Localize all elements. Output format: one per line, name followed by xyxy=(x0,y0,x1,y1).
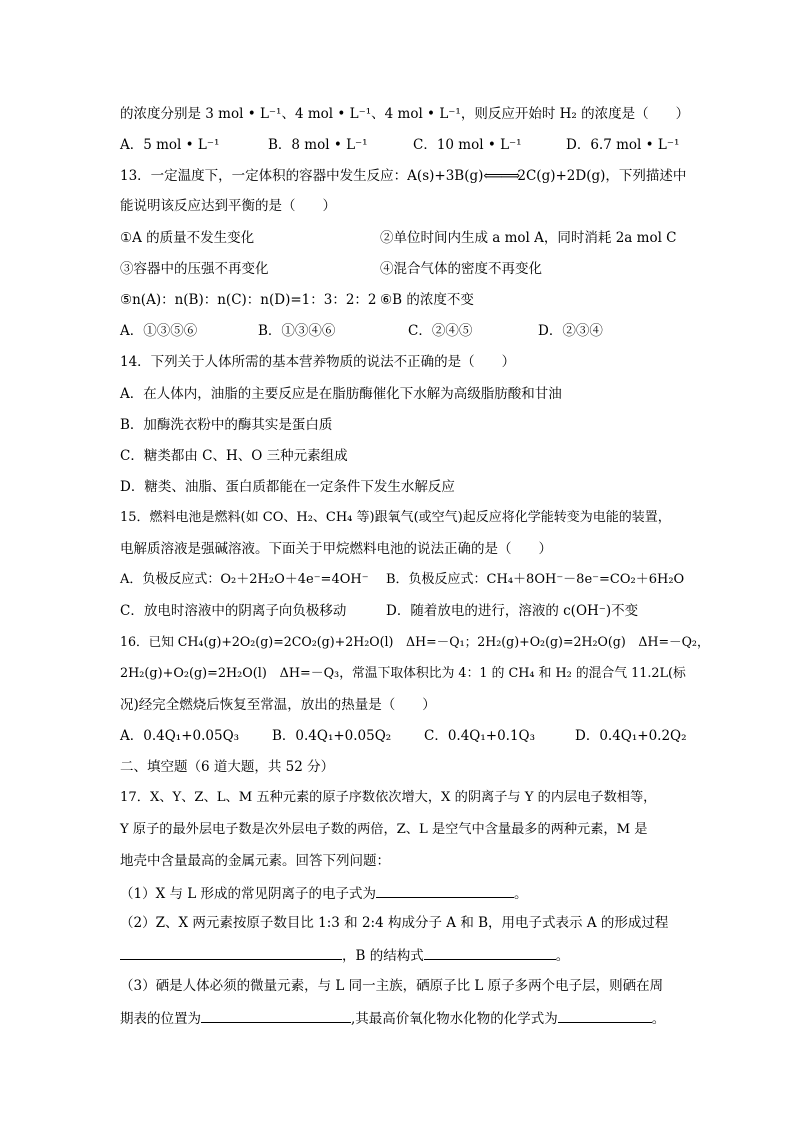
q15-option-b: B．负极反应式：CH₄＋8OH⁻－8e⁻=CO₂＋6H₂O xyxy=(386,572,685,587)
q13-statement-4: ④混合气体的密度不再变化 xyxy=(380,261,542,277)
q17-part2-mid: ，B 的结构式 xyxy=(342,948,424,964)
q13-statement-5: ⑤n(A)：n(B)：n(C)：n(D)=1：3：2：2 xyxy=(120,292,377,308)
q15-option-c: C．放电时溶液中的阴离子向负极移动 xyxy=(120,603,347,619)
q17-part1-end: 。 xyxy=(514,886,528,902)
q13-option-c: C．②④⑤ xyxy=(408,323,473,339)
q13-stem-line1 xyxy=(120,166,686,186)
q12-option-a: A．5 mol • L⁻¹ xyxy=(120,137,220,153)
q16-option-c: C．0.4Q₁+0.1Q₃ xyxy=(424,728,536,744)
q17-part3-mid: ,其最高价氧化物水化物的化学式为 xyxy=(351,1011,558,1027)
q16-option-a: A．0.4Q₁+0.05Q₃ xyxy=(120,728,240,744)
q14-option-d: D．糖类、油脂、蛋白质都能在一定条件下发生水解反应 xyxy=(120,479,455,495)
q14-option-a: A．在人体内，油脂的主要反应是在脂肪酶催化下水解为高级脂肪酸和甘油 xyxy=(120,386,562,402)
q16-stem-line1: 16．已知 CH₄(g)+2O₂(g)=2CO₂(g)+2H₂O(l) ΔH=－Q₁；2H₂(g)+O₂(g)=2H₂O(g) ΔH=－Q₂， xyxy=(120,634,710,649)
q16-stem-line2: 2H₂(g)+O₂(g)=2H₂O(l) ΔH=－Q₃，常温下取体积比为 4：1 的 CH₄ 和 H₂ 的混合气 11.2L(标 xyxy=(120,666,686,681)
q17-part3-end: 。 xyxy=(651,1011,666,1027)
answer-blank-4[interactable] xyxy=(201,1007,351,1023)
q14-option-c: C．糖类都由 C、H、O 三种元素组成 xyxy=(120,448,348,464)
answer-blank-3[interactable] xyxy=(424,944,556,960)
q17-part2-end: 。 xyxy=(555,948,570,964)
q13-statement-6: ⑥B 的浓度不变 xyxy=(380,292,474,308)
q13-option-a: A．①③⑤⑥ xyxy=(120,323,198,339)
q17-stem-line3: 地壳中含量最高的金属元素。回答下列问题： xyxy=(120,853,390,869)
q15-option-d: D．随着放电的进行，溶液的 c(OH⁻)不变 xyxy=(386,603,639,619)
section-heading-fill-in: 二、填空题（6 道大题，共 52 分） xyxy=(120,759,335,775)
q17-part2-line2 xyxy=(120,944,569,966)
answer-blank-5[interactable] xyxy=(558,1007,652,1023)
q15-stem-line2: 电解质溶液是强碱溶液。下面关于甲烷燃料电池的说法正确的是（ ） xyxy=(120,541,552,557)
q12-option-d: D．6.7 mol • L⁻¹ xyxy=(566,137,680,153)
equilibrium-arrow-icon: ⟸⟹ xyxy=(483,168,519,184)
q17-stem-line2: Y 原子的最外层电子数是次外层电子数的两倍，Z、L 是空气中含量最多的两种元素，M 是 xyxy=(120,822,648,837)
answer-blank-2[interactable] xyxy=(120,944,342,960)
q13-statement-1: ①A 的质量不发生变化 xyxy=(120,230,255,246)
q13-option-d: D．②③④ xyxy=(538,323,603,339)
q13-statement-2: ②单位时间内生成 a mol A，同时消耗 2a mol C xyxy=(380,230,677,246)
q13-stem-post: 2C(g)+2D(g)，下列描述中 xyxy=(517,168,687,184)
q17-part3-line2 xyxy=(120,1007,665,1029)
q16-option-d: D．0.4Q₁+0.2Q₂ xyxy=(575,728,687,744)
q15-option-a: A．负极反应式：O₂＋2H₂O＋4e⁻=4OH⁻ xyxy=(120,572,369,587)
q17-part3-pre: 期表的位置为 xyxy=(120,1011,201,1027)
q17-part1 xyxy=(120,882,528,904)
q12-option-c: C．10 mol • L⁻¹ xyxy=(413,137,522,153)
q17-part3-line1: （3）硒是人体必须的微量元素，与 L 同一主族，硒原子比 L 原子多两个电子层，则硒在周 xyxy=(120,978,664,994)
q13-option-b: B．①③④⑥ xyxy=(258,323,336,339)
q14-option-b: B．加酶洗衣粉中的酶其实是蛋白质 xyxy=(120,417,333,433)
q17-part2-line1: （2）Z、X 两元素按原子数目比 1:3 和 2:4 构成分子 A 和 B，用电子式表示 A 的形成过程 xyxy=(120,915,669,931)
q13-statement-3: ③容器中的压强不再变化 xyxy=(120,261,269,277)
q14-stem: 14．下列关于人体所需的基本营养物质的说法不正确的是（ ） xyxy=(120,354,516,370)
q13-stem-line2: 能说明该反应达到平衡的是（ ） xyxy=(120,198,336,214)
q12-continuation: 的浓度分别是 3 mol • L⁻¹、4 mol • L⁻¹、4 mol • L⁻¹，则反应开始时 H₂ 的浓度是（ ） xyxy=(120,106,690,122)
q17-stem-line1: 17．X、Y、Z、L、M 五种元素的原子序数依次增大，X 的阴离子与 Y 的内层电子数相等， xyxy=(120,790,657,805)
q12-option-b: B．8 mol • L⁻¹ xyxy=(268,137,368,153)
q15-stem-line1: 15．燃料电池是燃料(如 CO、H₂、CH₄ 等)跟氧气(或空气)起反应将化学能转变为电能的装置， xyxy=(120,510,671,525)
answer-blank-1[interactable] xyxy=(376,882,514,898)
q17-part1-text: （1）X 与 L 形成的常见阴离子的电子式为 xyxy=(120,886,377,902)
q13-stem-pre: 13．一定温度下，一定体积的容器中发生反应：A(s)+3B(g) xyxy=(120,168,484,184)
q16-option-b: B．0.4Q₁+0.05Q₂ xyxy=(272,728,392,744)
q16-stem-line3: 况)经完全燃烧后恢复至常温，放出的热量是（ ） xyxy=(120,697,436,713)
